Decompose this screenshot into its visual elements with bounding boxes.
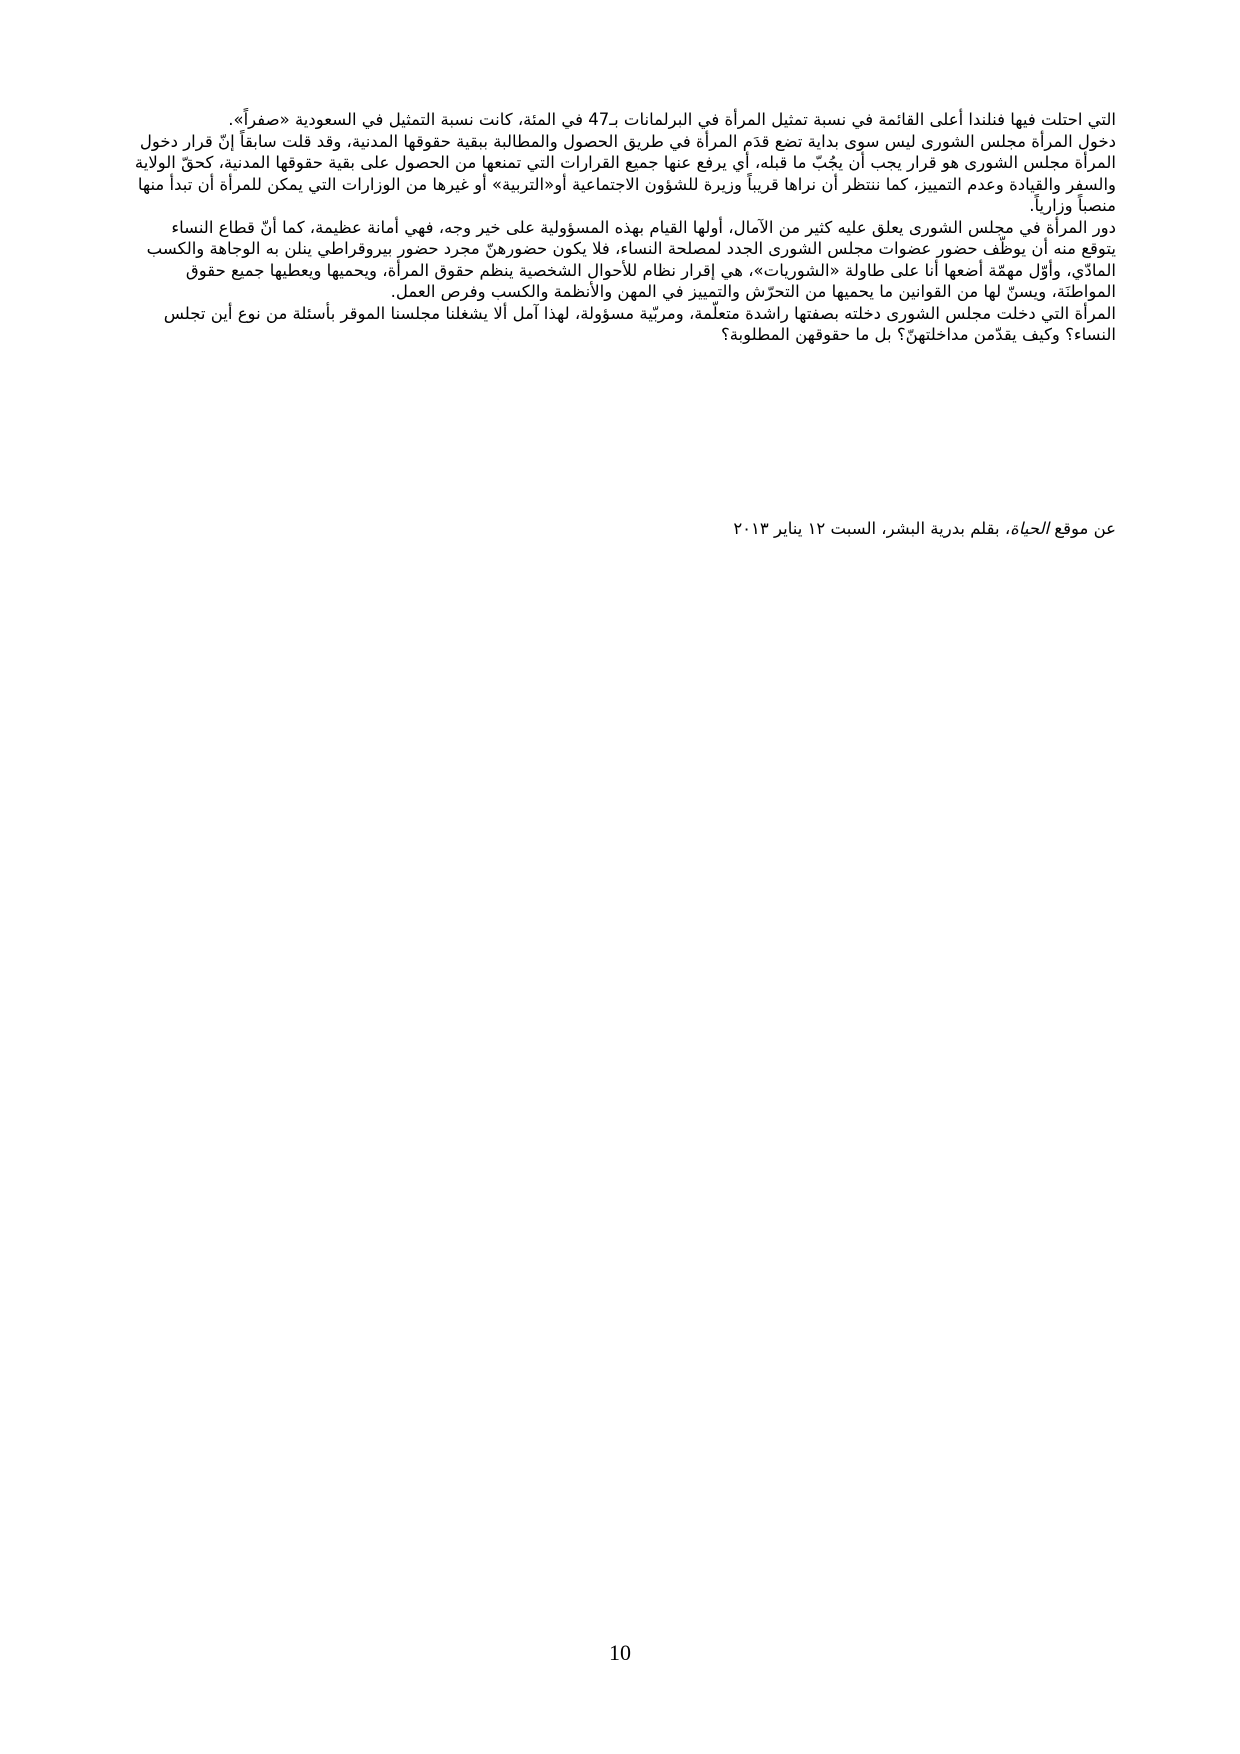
- article-body: [132, 109, 1116, 346]
- source-citation: [132, 518, 1116, 540]
- source-site-name: الحياة: [1010, 519, 1050, 538]
- paragraph: دخول المرأة مجلس الشورى ليس سوى بداية تضع قدَم المرأة في طريق الحصول والمطالبة ببقية حقوقها المدنية، وقد قلت سابقاً إنّ قرار دخول المرأة مجلس الشورى هو قرار يجب أن يجُبّ ما قبله، أي يرفع عنها جميع القرارات التي تمنعها من الحصول على بقية حقوقها المدنية، كحقّ الولاية والسفر والقيادة وعدم التمييز، كما ننتظر أن نراها قريباً وزيرة للشؤون الاجتماعية أو«التربية» أو غيرها من الوزارات التي يمكن للمرأة أن تبدأ منها منصباً وزارياً.: [134, 131, 1116, 215]
- paragraph: التي احتلت فيها فنلندا أعلى القائمة في نسبة تمثيل المرأة في البرلمانات بـ47 في المئة، كانت نسبة التمثيل في السعودية «صفراً».: [228, 110, 1116, 129]
- source-prefix: عن موقع: [1049, 519, 1116, 538]
- paragraph: دور المرأة في مجلس الشورى يعلق عليه كثير من الآمال، أولها القيام بهذه المسؤولية على خير وجه، فهي أمانة عظيمة، كما أنّ قطاع النساء يتوقع منه أن يوظّف حضور عضوات مجلس الشورى الجدد لمصلحة النساء، فلا يكون حضورهنّ مجرد حضور بيروقراطي ينلن به الوجاهة والكسب المادّي، وأوّل مهمّة أضعها أنا على طاولة «الشوريات»، هي إقرار نظام للأحوال الشخصية ينظم حقوق المرأة، ويحميها ويعطيها جميع حقوق المواطنَة، ويسنّ لها من القوانين ما يحميها من التحرّش والتمييز في المهن والأنظمة والكسب وفرص العمل.: [146, 217, 1116, 301]
- paragraph: المرأة التي دخلت مجلس الشورى دخلته بصفتها راشدة متعلّمة، ومربّية مسؤولة، لهذا آمل ألا يشغلنا مجلسنا الموقر بأسئلة من نوع أين تجلس النساء؟ وكيف يقدّمن مداخلتهنّ؟ بل ما حقوقهن المطلوبة؟: [163, 303, 1116, 344]
- source-details: ، بقلم بدرية البشر، السبت ١٢ يناير ٢٠١٣: [733, 519, 1011, 538]
- page-number: 10: [609, 1640, 631, 1665]
